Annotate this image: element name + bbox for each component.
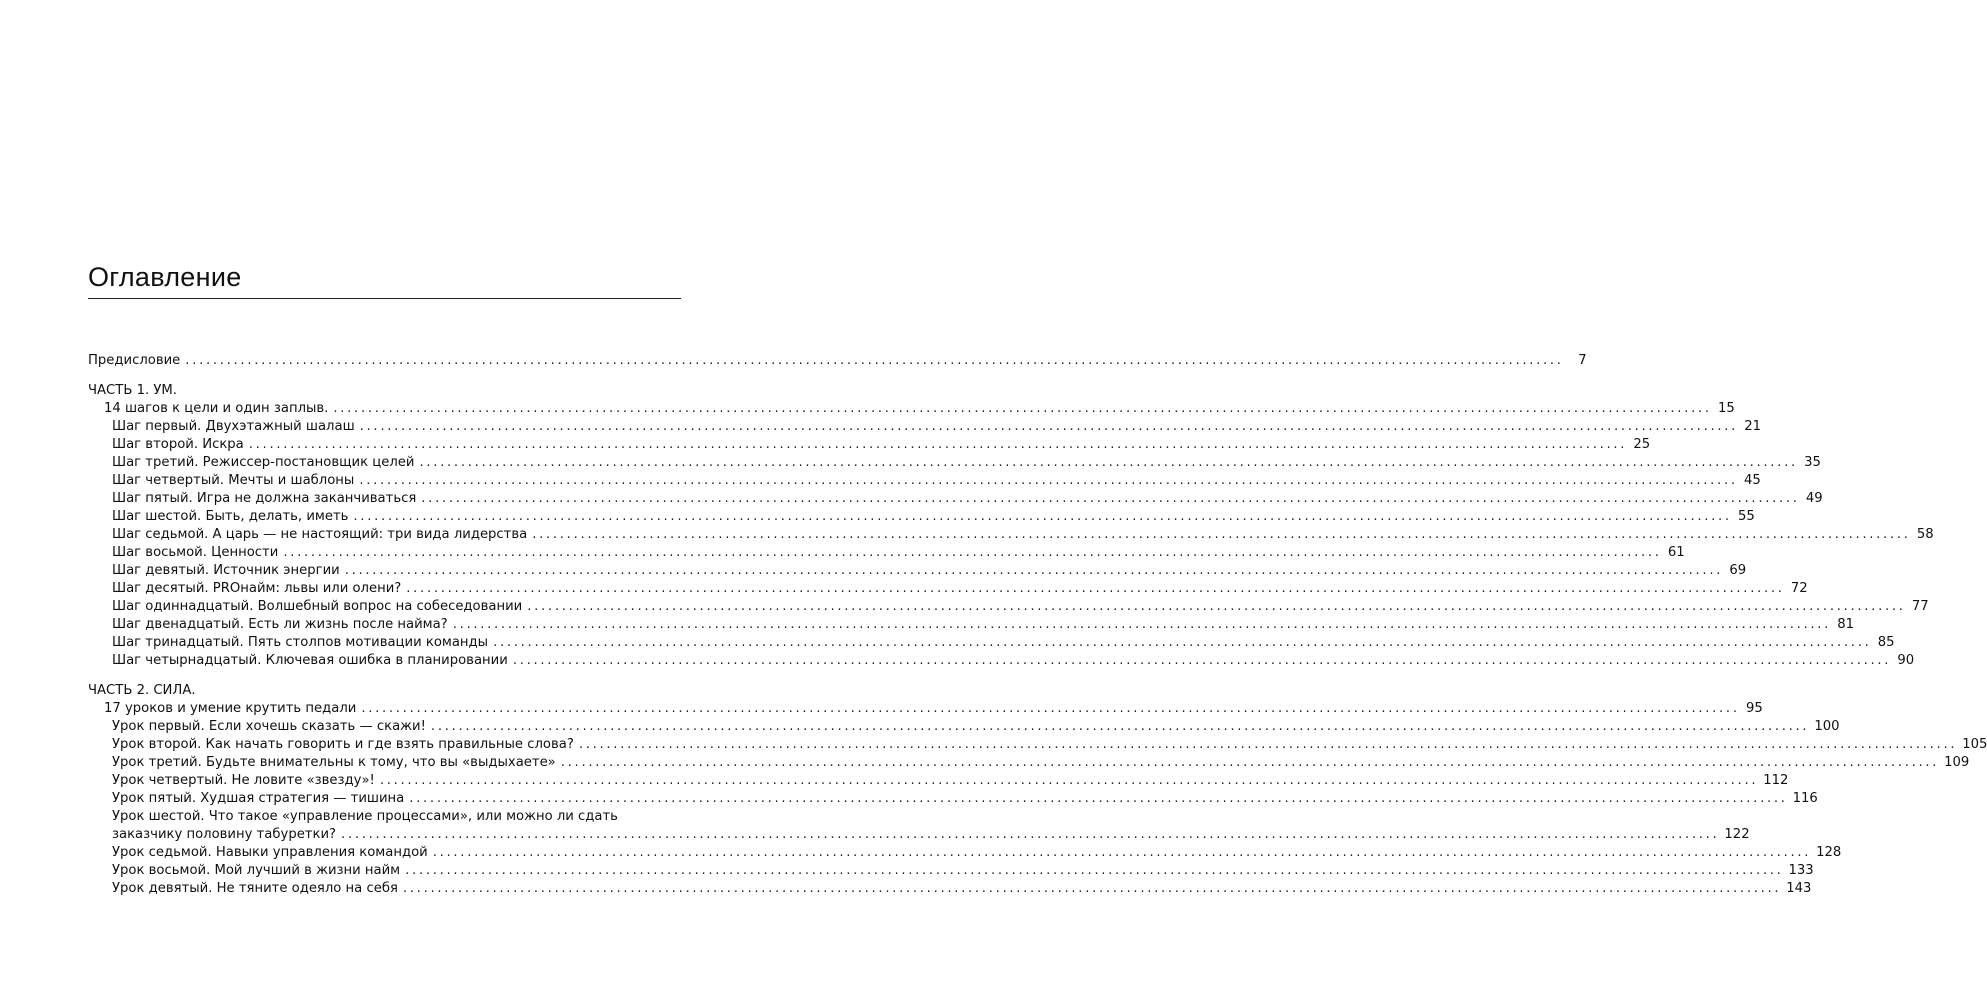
toc-page-number: 133: [1788, 863, 1814, 878]
part-2-heading: ЧАСТЬ 2. СИЛА.: [88, 683, 196, 698]
toc-part-2-intro[interactable]: [88, 700, 1763, 718]
toc-page-number: 15: [1717, 401, 1735, 416]
toc-page-number: 61: [1667, 545, 1685, 560]
toc-entry[interactable]: [88, 436, 1651, 454]
dot-leader: ........................................................................................................................................................................................................: [359, 473, 1738, 488]
toc-page-number: 55: [1738, 509, 1755, 524]
dot-leader: ........................................................................................................................................................................................................: [333, 401, 1712, 416]
dot-leader: ........................................................................................................................................................................................................: [248, 437, 1628, 452]
toc-entry[interactable]: [88, 526, 1934, 544]
dot-leader: ........................................................................................................................................................................................................: [344, 563, 1724, 578]
toc-page-number: 105: [1962, 737, 1987, 752]
dot-leader: ........................................................................................................................................................................................................: [512, 653, 1892, 668]
toc-entry[interactable]: [88, 580, 1808, 598]
part-1-heading: ЧАСТЬ 1. УМ.: [88, 383, 177, 398]
toc-label: Шаг пятый. Игра не должна заканчиваться: [112, 491, 417, 506]
toc-page-number: 143: [1786, 881, 1812, 896]
dot-leader: ........................................................................................................................................................................................................: [421, 491, 1800, 506]
toc-label: Урок первый. Если хочешь сказать — скажи!: [112, 719, 426, 734]
toc-entry[interactable]: [88, 880, 1812, 898]
toc-page-number: 58: [1916, 527, 1934, 542]
toc-label: Предисловие: [88, 353, 181, 368]
toc-label: 17 уроков и умение крутить педали: [104, 701, 357, 716]
toc-page-number: 95: [1745, 701, 1763, 716]
toc-entry[interactable]: [88, 772, 1789, 790]
toc-label: Шаг девятый. Источник энергии: [112, 563, 340, 578]
toc-page-number: 21: [1744, 419, 1762, 434]
toc-entry[interactable]: [88, 634, 1895, 652]
toc-label: Шаг третий. Режиссер-постановщик целей: [112, 455, 415, 470]
toc-page-number: 122: [1724, 827, 1750, 842]
toc-page-number: 45: [1743, 473, 1761, 488]
toc-entry[interactable]: [88, 616, 1855, 634]
toc-page-number: 90: [1897, 653, 1915, 668]
toc-page-number: 35: [1804, 455, 1821, 470]
dot-leader: ........................................................................................................................................................................................................: [361, 701, 1740, 716]
toc-page-number: 81: [1837, 617, 1855, 632]
toc-page-number: 77: [1911, 599, 1929, 614]
toc-label: 14 шагов к цели и один заплыв.: [104, 401, 329, 416]
dot-leader: ........................................................................................................................................................................................................: [341, 827, 1720, 842]
table-of-contents: [88, 352, 1987, 898]
dot-leader: ........................................................................................................................................................................................................: [493, 635, 1872, 650]
toc-label: Урок третий. Будьте внимательны к тому, что вы «выдыхаете»: [112, 755, 556, 770]
dot-leader: ........................................................................................................................................................................................................: [406, 581, 1785, 596]
toc-entry[interactable]: [88, 598, 1929, 616]
toc-entry[interactable]: [88, 652, 1915, 670]
dot-leader: ........................................................................................................................................................................................................: [405, 863, 1784, 878]
dot-leader: ........................................................................................................................................................................................................: [578, 737, 1958, 752]
toc-entry[interactable]: [88, 754, 1970, 772]
toc-entry[interactable]: [88, 844, 1842, 862]
toc-page-number: 100: [1814, 719, 1840, 734]
toc-page-number: 112: [1763, 773, 1789, 788]
toc-label: Шаг десятый. PROнайм: львы или олени?: [112, 581, 402, 596]
toc-entry[interactable]: [88, 490, 1823, 508]
dot-leader: ........................................................................................................................................................................................................: [283, 545, 1662, 560]
toc-entry[interactable]: [88, 718, 1840, 736]
toc-page-number: 109: [1944, 755, 1970, 770]
toc-label: Шаг четвертый. Мечты и шаблоны: [112, 473, 355, 488]
toc-page-number: 25: [1633, 437, 1651, 452]
toc-label: Шаг двенадцатый. Есть ли жизнь после найма?: [112, 617, 448, 632]
toc-label: Шаг тринадцатый. Пять столпов мотивации команды: [112, 635, 489, 650]
toc-entry[interactable]: [88, 736, 1987, 754]
dot-leader: ........................................................................................................................................................................................................: [532, 527, 1911, 542]
toc-label: Урок девятый. Не тяните одеяло на себя: [112, 881, 398, 896]
toc-page-number: 116: [1792, 791, 1818, 806]
toc-entry-first-line[interactable]: Урок шестой. Что такое «управление процессами», или можно ли сдать: [112, 809, 618, 824]
toc-label: Урок четвертый. Не ловите «звезду»!: [112, 773, 375, 788]
dot-leader: ........................................................................................................................................................................................................: [432, 845, 1812, 860]
dot-leader: ........................................................................................................................................................................................................: [353, 509, 1732, 524]
dot-leader: ........................................................................................................................................................................................................: [430, 719, 1810, 734]
toc-page-number: 69: [1729, 563, 1747, 578]
toc-page-number: 49: [1805, 491, 1823, 506]
title-rule: [88, 298, 681, 299]
toc-label: Шаг шестой. Быть, делать, иметь: [112, 509, 349, 524]
toc-label: Урок седьмой. Навыки управления командой: [112, 845, 428, 860]
toc-entry[interactable]: [88, 862, 1814, 880]
dot-leader: ........................................................................................................................................................................................................: [527, 599, 1906, 614]
toc-page-number: 128: [1816, 845, 1842, 860]
toc-entry[interactable]: [88, 544, 1685, 562]
toc-entry[interactable]: [88, 472, 1761, 490]
toc-entry[interactable]: [88, 508, 1755, 526]
dot-leader: ........................................................................................................................................................................................................: [452, 617, 1832, 632]
dot-leader: ........................................................................................................................................................................................................: [359, 419, 1739, 434]
page-title: Оглавление: [88, 262, 242, 292]
toc-label: Шаг восьмой. Ценности: [112, 545, 279, 560]
toc-page-number: 72: [1790, 581, 1808, 596]
toc-label: Урок пятый. Худшая стратегия — тишина: [112, 791, 405, 806]
dot-leader: ........................................................................................................................................................................................................: [185, 353, 1564, 368]
dot-leader: ........................................................................................................................................................................................................: [409, 791, 1788, 806]
toc-label: Шаг одиннадцатый. Волшебный вопрос на собеседовании: [112, 599, 523, 614]
toc-entry[interactable]: [88, 418, 1762, 436]
toc-label: Шаг четырнадцатый. Ключевая ошибка в планировании: [112, 653, 508, 668]
toc-entry[interactable]: [88, 562, 1747, 580]
toc-label: Шаг седьмой. А царь — не настоящий: три вида лидерства: [112, 527, 528, 542]
dot-leader: ........................................................................................................................................................................................................: [560, 755, 1940, 770]
dot-leader: ........................................................................................................................................................................................................: [419, 455, 1798, 470]
dot-leader: ........................................................................................................................................................................................................: [402, 881, 1782, 896]
toc-page-number: 7: [1578, 353, 1587, 368]
toc-preface[interactable]: [88, 352, 1587, 370]
toc-label: Шаг второй. Искра: [112, 437, 244, 452]
toc-label: заказчику половину табуретки?: [112, 827, 337, 842]
toc-entry[interactable]: [88, 790, 1818, 808]
toc-page-number: 85: [1877, 635, 1895, 650]
toc-part-1-intro[interactable]: [88, 400, 1735, 418]
dot-leader: ........................................................................................................................................................................................................: [379, 773, 1759, 788]
toc-label: Шаг первый. Двухэтажный шалаш: [112, 419, 355, 434]
toc-label: Урок второй. Как начать говорить и где взять правильные слова?: [112, 737, 574, 752]
toc-label: Урок восьмой. Мой лучший в жизни найм: [112, 863, 401, 878]
toc-entry-continuation[interactable]: [88, 826, 1750, 844]
toc-entry[interactable]: [88, 454, 1821, 472]
